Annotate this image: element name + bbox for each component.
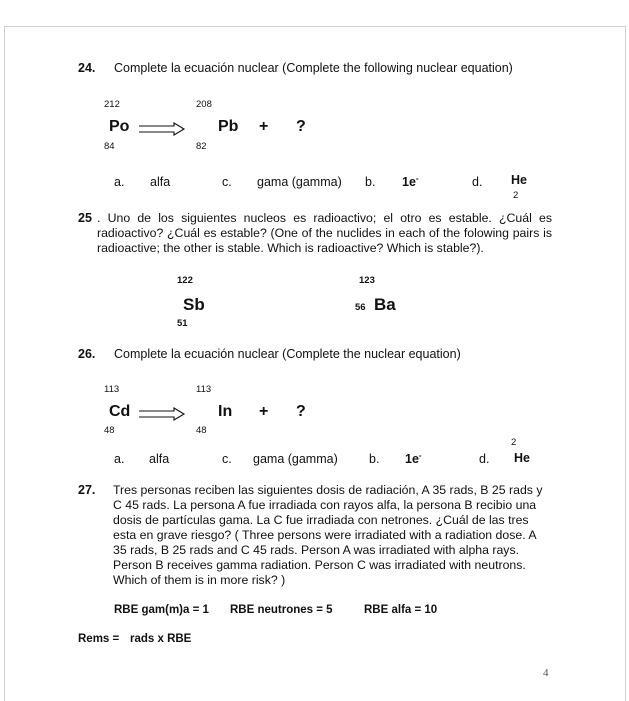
q26-number: 26. [78,347,96,361]
q24-option-b-letter: b. [365,175,376,189]
q24-reactant-symbol: Po [109,118,130,135]
q26-option-b-main: 1e [405,452,419,467]
q26-option-d-text: He [514,451,530,465]
q24-reactant-atomic: 84 [104,141,115,152]
q26-reaction-arrow-icon [138,407,186,421]
q24-product-symbol: Pb [218,118,239,135]
q26-reactant-symbol: Cd [109,403,131,420]
q24-unknown: ? [296,118,306,135]
q27-rbe-alpha: RBE alfa = 10 [364,604,438,616]
q26-reactant-mass: 113 [104,384,120,395]
q24-text: Complete la ecuación nuclear (Complete the following nuclear equation) [114,61,513,75]
q26-option-a-text: alfa [149,452,170,466]
q26-reactant-atomic: 48 [104,425,115,436]
q25-nuclide1-atomic: 51 [177,318,188,329]
page-frame [4,26,626,701]
q25-nuclide2-symbol: Ba [374,295,396,314]
q27-number: 27. [78,483,96,497]
q24-option-b-main: 1e [402,175,416,190]
q24-plus: + [259,118,269,135]
q24-product-atomic: 82 [196,141,207,152]
q24-number: 24. [78,61,96,75]
q25-nuclide1-mass: 122 [177,275,193,286]
q26-product-symbol: In [218,403,233,420]
q25-text: . Uno de los siguientes nucleos es radioactivo; el otro es estable. ¿Cuál es radioactivo? ¿Cuál es estable? (One of the nuclides in each of the folowing pairs is radioactive; the other is stable. Which is radioactive? Which is stable?). [97,211,552,255]
q25-nuclide2-atomic: 56 [355,302,366,313]
q24-option-c-text: gama (gamma) [257,175,342,189]
q26-product-atomic: 48 [196,425,207,436]
q26-option-d-sup: 2 [511,437,517,448]
q26-option-c-letter: c. [222,452,232,466]
q24-option-a-letter: a. [114,175,125,189]
q26-text: Complete la ecuación nuclear (Complete the nuclear equation) [114,347,461,361]
q24-option-b-text [402,174,419,189]
q26-unknown: ? [296,403,306,420]
q24-option-c-letter: c. [222,175,232,189]
q24-option-d-letter: d. [472,175,483,189]
q27-rbe-gamma: RBE gam(m)a = 1 [114,604,209,616]
q26-option-a-letter: a. [114,452,125,466]
q24-reactant-mass: 212 [104,99,120,110]
q27-text: Tres personas reciben las siguientes dosis de radiación, A 35 rads, B 25 rads y C 45 rads. La persona A fue irradiada con rayos alfa, la persona B recibio una dosis de partículas gama. La C fue irradiada con netrones. ¿Cuál de las tres esta en grave riesgo? ( Three persons were irradiated with a radiation dose. A 35 rads, B 25 rads and C 45 rads. Person A was irradiated with alpha rays. Person B receives gamma radiation. Person C was irradiated with neutrons. Which of them is in more risk? ) [113,483,543,587]
q24-option-d-text: He [511,173,527,187]
q24-option-a-text: alfa [150,175,171,189]
rems-formula: rads x RBE [130,633,192,645]
q25-nuclide2-mass: 123 [359,275,375,286]
q25-number: 25 [78,211,92,225]
q24-option-d-sub: 2 [513,190,519,201]
q27-rbe-neutrons: RBE neutrones = 5 [230,604,333,616]
rems-label: Rems = [78,633,120,645]
page-number: 4 [543,667,549,679]
q26-option-b-text [405,451,422,466]
q26-option-c-text: gama (gamma) [253,452,338,466]
q26-product-mass: 113 [196,384,212,395]
q24-option-b-sup: - [415,174,419,183]
q24-reaction-arrow-icon [138,122,186,136]
q25-nuclide1-symbol: Sb [183,295,205,314]
q26-option-b-sup: - [418,451,422,460]
q26-plus: + [259,403,269,420]
q26-option-d-letter: d. [479,452,490,466]
q24-product-mass: 208 [196,99,212,110]
q26-option-b-letter: b. [369,452,380,466]
